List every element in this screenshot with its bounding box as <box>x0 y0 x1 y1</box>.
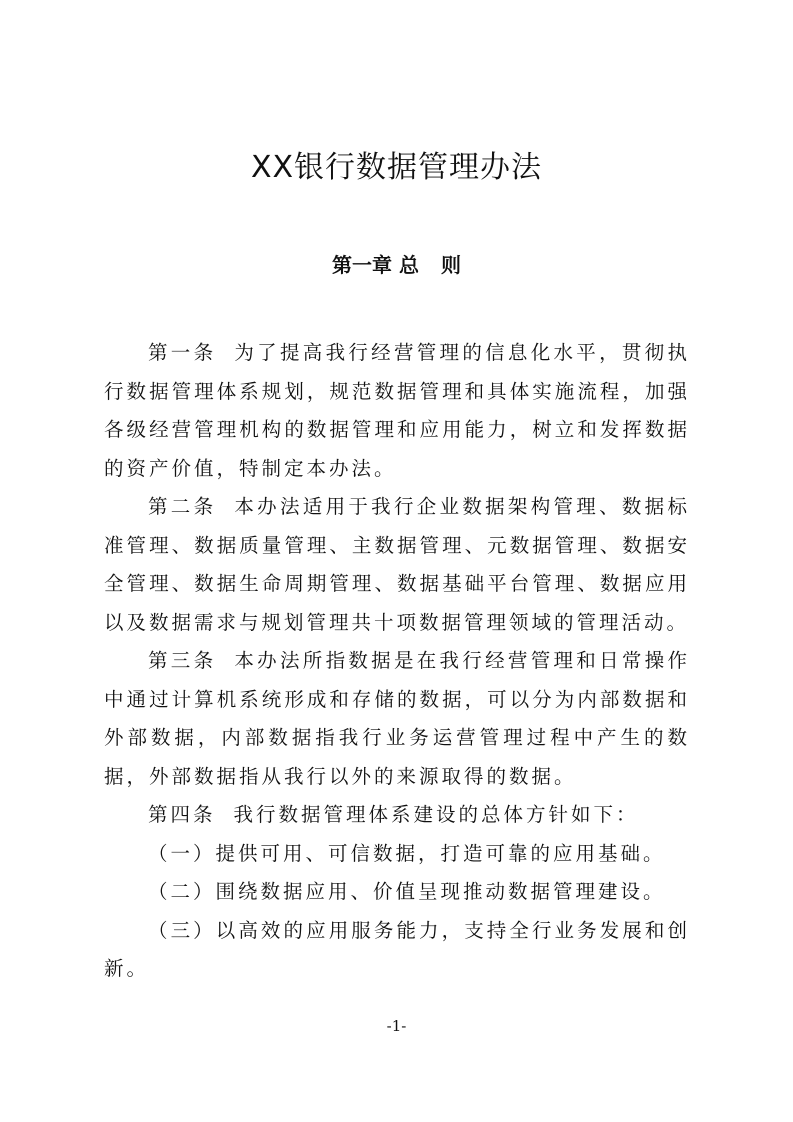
list-item: （二）围绕数据应用、价值呈现推动数据管理建设。 <box>148 880 666 903</box>
article-text: 我行数据管理体系建设的总体方针如下： <box>233 803 639 826</box>
article-text: 本办法适用于我行企业数据架构管理、数据标准管理、数据质量管理、主数据管理、元数据管理、数据安全管理、数据生命周期管理、数据基础平台管理、数据应用以及数据需求与规划管理共十项数据管理领域的管理活动。 <box>104 495 690 634</box>
list-item: （一）提供可用、可信数据，打造可靠的应用基础。 <box>148 841 666 865</box>
article-number: 第二条 <box>148 495 217 518</box>
article-text: 为了提高我行经营管理的信息化水平，贯彻执行数据管理体系规划，规范数据管理和具体实施流程，加强各级经营管理机构的数据管理和应用能力，树立和发挥数据的资产价值，特制定本办法。 <box>104 341 690 480</box>
chapter-heading <box>0 250 793 280</box>
article-2 <box>104 488 690 642</box>
page-number: -1- <box>386 1017 407 1035</box>
document-body <box>104 334 690 989</box>
chapter-number: 第一章 <box>332 253 393 277</box>
article-number: 第一条 <box>148 341 217 364</box>
document-title: XX银行数据管理办法 <box>250 150 543 185</box>
article-text: 本办法所指数据是在我行经营管理和日常操作中通过计算机系统形成和存储的数据，可以分为内部数据和外部数据，内部数据指我行业务运营管理过程中产生的数据，外部数据指从我行以外的来源取得的数据。 <box>104 649 690 788</box>
chapter-name-part1: 总 <box>398 253 419 277</box>
article-number: 第三条 <box>148 649 217 672</box>
chapter-name-part2: 则 <box>440 253 461 277</box>
article-3 <box>104 642 690 796</box>
article-4 <box>104 796 690 835</box>
article-number: 第四条 <box>148 803 216 826</box>
article-1 <box>104 334 690 488</box>
list-item: （三）以高效的应用服务能力，支持全行业务发展和创新。 <box>104 918 690 980</box>
